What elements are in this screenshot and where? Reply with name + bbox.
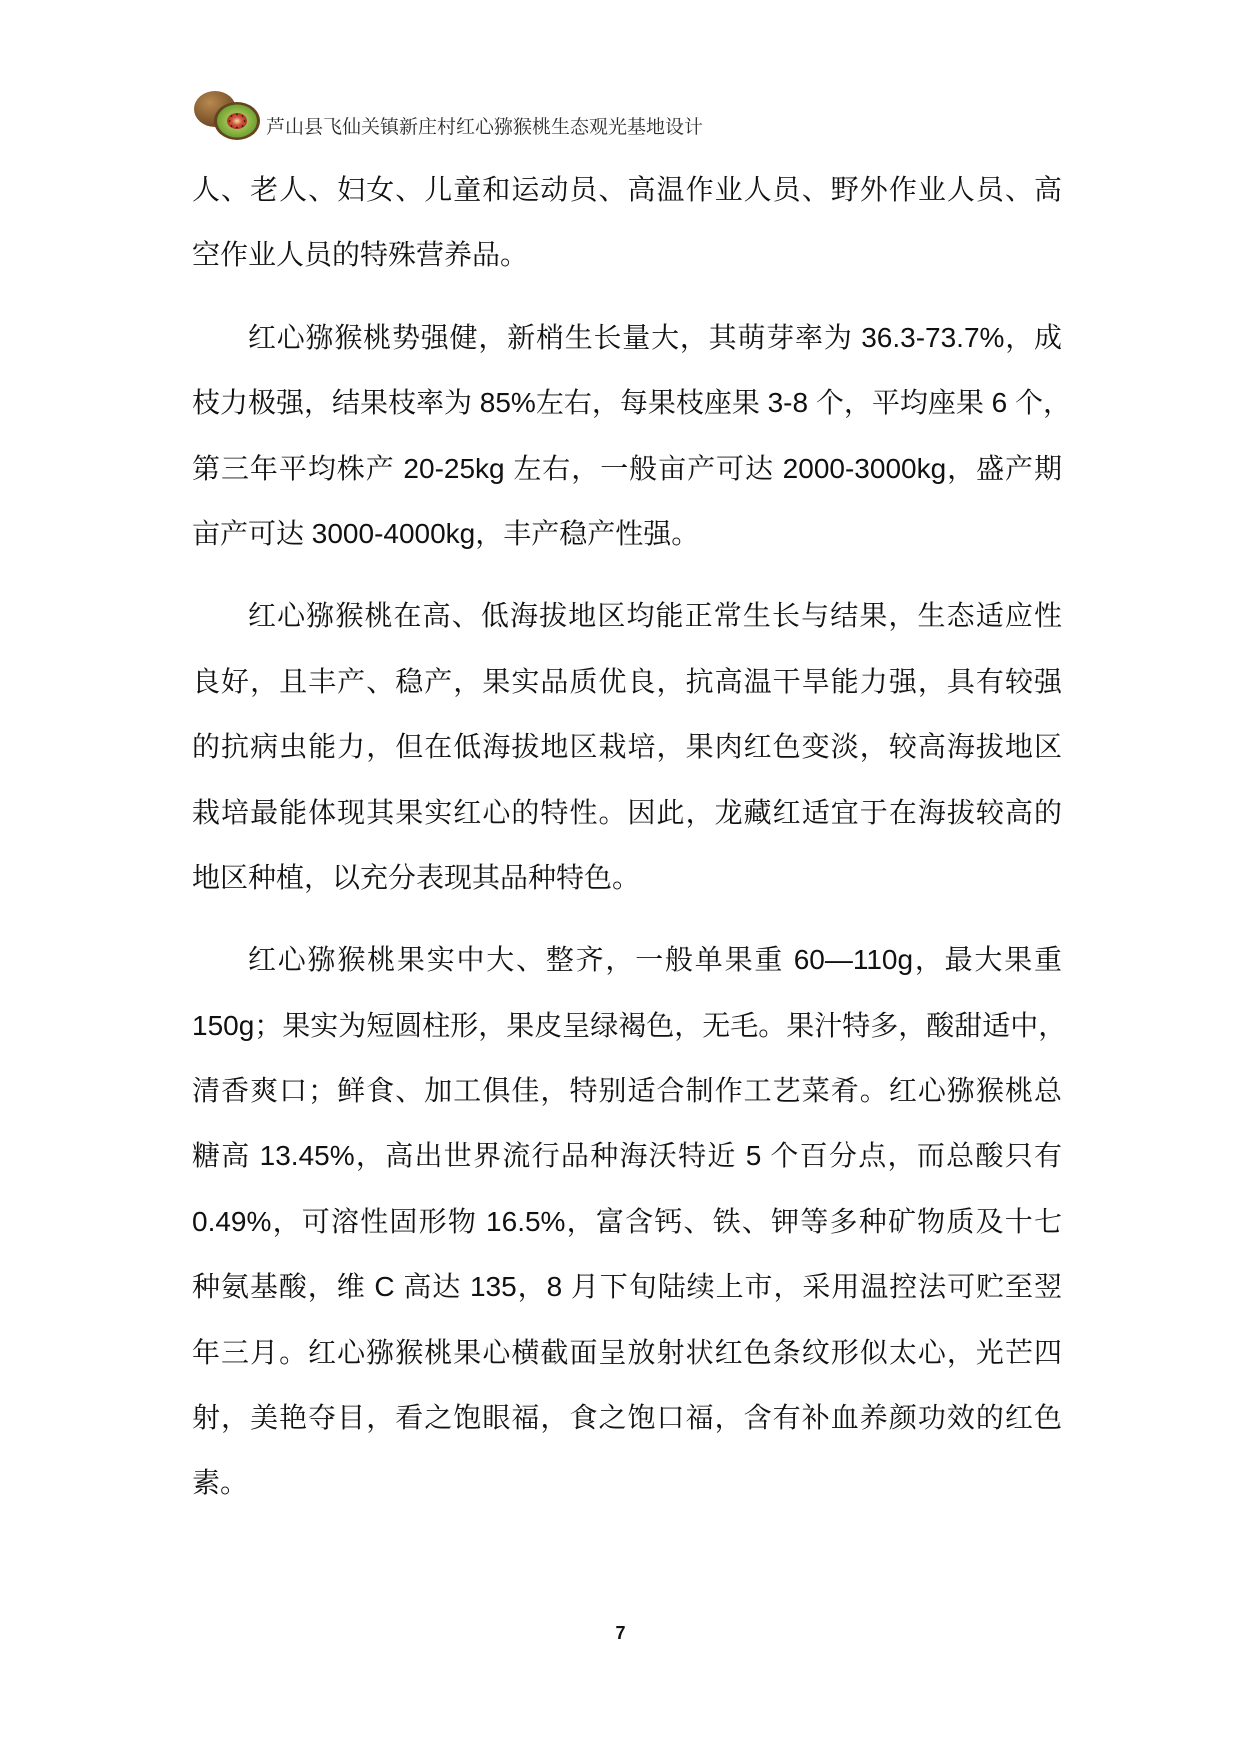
- paragraph-line: 红心猕猴桃在高、低海拔地区均能正常生长与结果，生态适应性: [248, 600, 1062, 632]
- paragraph-line: 空作业人员的特殊营养品。: [192, 239, 529, 271]
- paragraph-line: 良好，且丰产、稳产，果实品质优良，抗高温干旱能力强，具有较强: [192, 665, 1062, 697]
- paragraph-line: 亩产可达 3000-4000kg，丰产稳产性强。: [192, 517, 700, 549]
- paragraph-line: 种氨基酸，维 C 高达 135，8 月下旬陆续上市，采用温控法可贮至翌: [192, 1271, 1062, 1303]
- paragraph-line: 清香爽口；鲜食、加工俱佳，特别适合制作工艺菜肴。红心猕猴桃总: [192, 1075, 1062, 1107]
- paragraph-line: 年三月。红心猕猴桃果心横截面呈放射状红色条纹形似太心，光芒四: [192, 1336, 1062, 1368]
- paragraph-line: 素。: [192, 1467, 249, 1499]
- paragraph: [192, 927, 1067, 1516]
- paragraph: [192, 305, 1071, 567]
- paragraph-line: 第三年平均株产 20-25kg 左右，一般亩产可达 2000-3000kg，盛产期: [192, 452, 1062, 484]
- paragraph-line: 栽培最能体现其果实红心的特性。因此，龙藏红适宜于在海拔较高的: [192, 796, 1062, 828]
- paragraph-line: 糖高 13.45%，高出世界流行品种海沃特近 5 个百分点，而总酸只有: [192, 1140, 1062, 1172]
- paragraph: [192, 583, 1062, 910]
- kiwi-fruit-icon: [192, 85, 262, 143]
- body-text: [192, 157, 1071, 1533]
- page-number: 7: [615, 1623, 626, 1643]
- paragraph-line: 人、老人、妇女、儿童和运动员、高温作业人员、野外作业人员、高: [192, 174, 1062, 205]
- header-title: 芦山县飞仙关镇新庄村红心猕猴桃生态观光基地设计: [266, 116, 704, 138]
- paragraph-line: 0.49%，可溶性固形物 16.5%，富含钙、铁、钾等多种矿物质及十七: [192, 1205, 1062, 1237]
- paragraph-line: 的抗病虫能力，但在低海拔地区栽培，果肉红色变淡，较高海拔地区: [192, 731, 1062, 763]
- paragraph-line: 射，美艳夺目，看之饱眼福，食之饱口福，含有补血养颜功效的红色: [192, 1402, 1062, 1434]
- paragraph: [192, 157, 1062, 288]
- paragraph-line: 地区种植，以充分表现其品种特色。: [192, 861, 641, 893]
- paragraph-line: 红心猕猴桃果实中大、整齐，一般单果重 60—110g，最大果重: [248, 944, 1062, 976]
- paragraph-line: 红心猕猴桃势强健，新梢生长量大，其萌芽率为 36.3-73.7%，成: [248, 321, 1062, 353]
- paragraph-line: 枝力极强，结果枝率为 85%左右，每果枝座果 3-8 个，平均座果 6 个，: [192, 387, 1071, 419]
- paragraph-line: 150g；果实为短圆柱形，果皮呈绿褐色，无毛。果汁特多，酸甜适中，: [192, 1009, 1067, 1041]
